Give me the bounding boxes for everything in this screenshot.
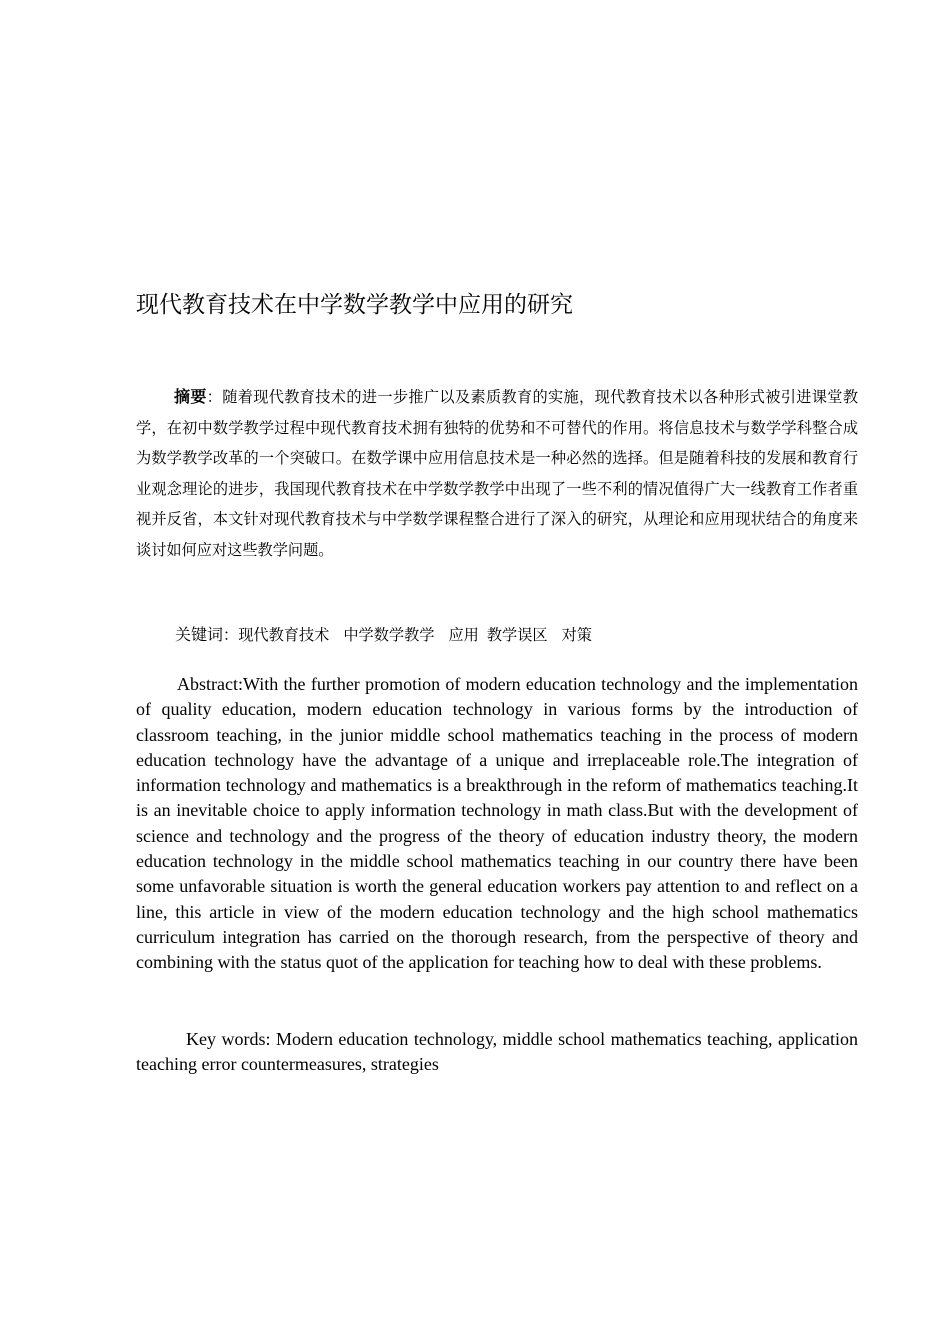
keyword-item: 对策 bbox=[561, 626, 592, 644]
keyword-item: 教学误区 bbox=[486, 626, 548, 644]
page-title: 现代教育技术在中学数学教学中应用的研究 bbox=[136, 292, 573, 318]
keyword-item: 应用 bbox=[448, 626, 479, 644]
english-abstract-text: With the further promotion of modern education technology and the implementation of quality education, modern education technology in various forms by the introduction of classroom teaching, in the junior middle school mathematics teaching in the process of modern education technology have the advantage of a unique and irreplaceable role.The integration of information technology and mathematics is a breakthrough in the reform of mathematics teaching.It is an inevitable choice to apply information technology in math class.But with the development of science and technology and the progress of the theory of education industry theory, the modern education technology in the middle school mathematics teaching in our country there have been some unfavorable situation is worth the general education workers pay attention to and reflect on a line, this article in view of the modern education technology and the high school mathematics curriculum integration has carried on the thorough research, from the perspective of theory and combining with the status quot of the application for teaching how to deal with these problems. bbox=[136, 674, 858, 973]
english-keywords bbox=[136, 1027, 858, 1078]
chinese-abstract bbox=[136, 382, 858, 565]
keyword-item: 中学数学教学 bbox=[343, 626, 435, 644]
chinese-keywords bbox=[175, 622, 858, 648]
english-keywords-label: Key words: bbox=[186, 1029, 271, 1049]
chinese-keywords-colon: ： bbox=[223, 626, 239, 644]
keyword-item: 现代教育技术 bbox=[238, 626, 330, 644]
chinese-abstract-colon: ： bbox=[206, 388, 223, 406]
chinese-abstract-text: 随着现代教育技术的进一步推广以及素质教育的实施，现代教育技术以各种形式被引进课堂教学，在初中数学教学过程中现代教育技术拥有独特的优势和不可替代的作用。将信息技术与数学学科整合成为数学教学改革的一个突破口。在数学课中应用信息技术是一种必然的选择。但是随着科技的发展和教育行业观念理论的进步，我国现代教育技术在中学数学教学中出现了一些不利的情况值得广大一线教育工作者重视并反省，本文针对现代教育技术与中学数学课程整合进行了深入的研究，从理论和应用现状结合的角度来谈讨如何应对这些教学问题。 bbox=[136, 388, 858, 559]
english-abstract-label: Abstract: bbox=[177, 674, 243, 694]
english-keywords-text: Modern education technology, middle school mathematics teaching, application teaching error countermeasures, strategies bbox=[136, 1029, 858, 1075]
chinese-abstract-label: 摘要 bbox=[174, 387, 207, 406]
chinese-keywords-label: 关键词 bbox=[175, 625, 224, 644]
english-abstract bbox=[136, 672, 858, 976]
